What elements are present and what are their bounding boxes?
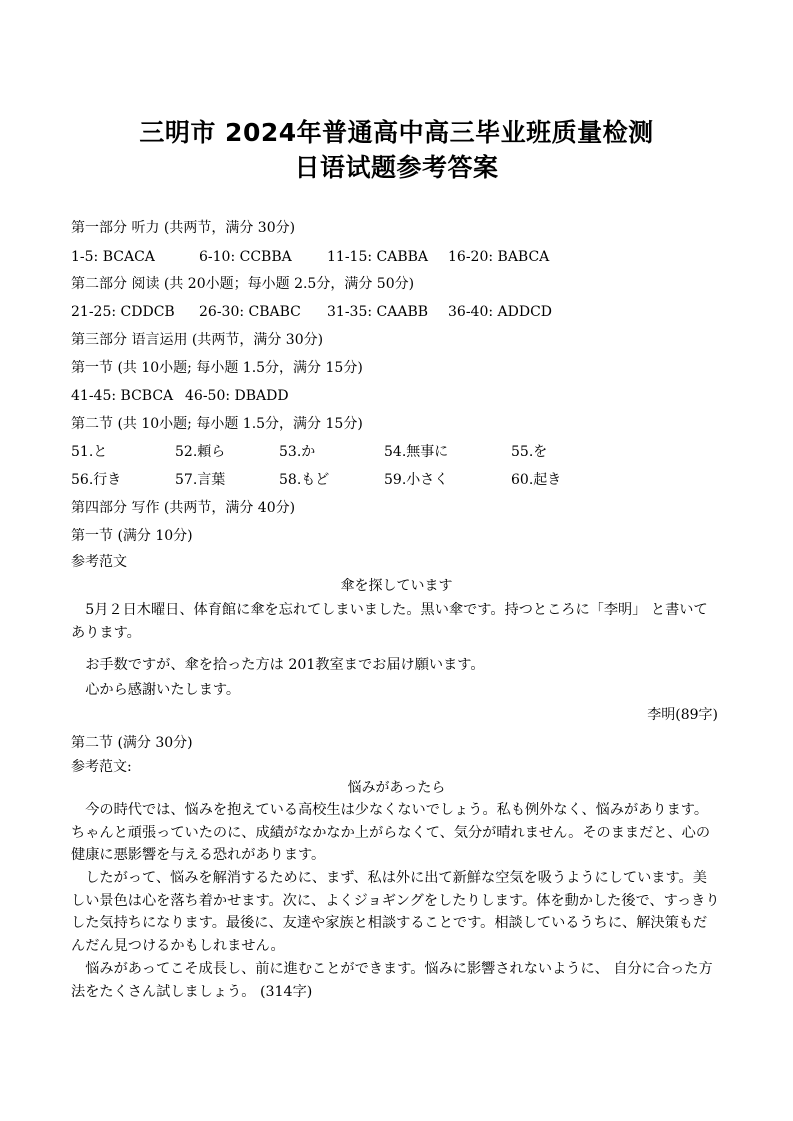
essay1-paragraph: 5月２日木曜日、体育館に傘を忘れてしまいました。黒い傘です。持つところに「李明」 と書いてあります。 (71, 602, 708, 641)
fill-answer: 56.行き (71, 472, 122, 488)
essay1-paragraph: お手数ですが、傘を拾った方は 201教室までお届け願います。 (71, 657, 485, 673)
answer-group: 16-20: BABCA (448, 249, 550, 265)
part3-sec2-heading: 第二节 (共 10小题; 每小题 1.5分，满分 15分) (71, 416, 363, 432)
part3-sec1-heading: 第一节 (共 10小题; 每小题 1.5分，满分 15分) (71, 360, 363, 376)
part4-sec1-label: 参考范文 (71, 554, 127, 570)
fill-answer: 60.起き (511, 472, 562, 488)
answer-group: 31-35: CAABB (327, 304, 429, 320)
fill-answer: 54.無事に (384, 444, 449, 460)
part1-heading: 第一部分 听力 (共两节，满分 30分) (71, 220, 296, 236)
answer-group: 1-5: BCACA (71, 249, 155, 265)
page-subtitle: 日语试题参考答案 (294, 153, 499, 182)
answer-group: 41-45: BCBCA (71, 388, 174, 404)
answer-group: 36-40: ADDCD (448, 304, 553, 320)
answer-group: 26-30: CBABC (199, 304, 301, 320)
answer-group: 6-10: CCBBA (199, 249, 292, 265)
essay1-title: 傘を探しています (340, 578, 453, 594)
part3-heading: 第三部分 语言运用 (共两节，满分 30分) (71, 332, 324, 348)
fill-answer: 53.か (279, 444, 316, 460)
answer-group: 46-50: DBADD (185, 388, 289, 404)
essay1-signature: 李明(89字) (647, 707, 718, 723)
part4-sec2-label: 参考范文: (71, 759, 132, 775)
fill-answer: 58.もど (279, 472, 330, 488)
part4-sec2-heading: 第二节 (满分 30分) (71, 735, 193, 751)
fill-answer: 57.言葉 (175, 472, 226, 488)
fill-answer: 52.頼ら (175, 444, 226, 460)
fill-answer: 59.小さく (384, 472, 449, 488)
essay2-title: 悩みがあったら (347, 780, 446, 796)
page-title: 三明市 2024年普通高中高三毕业班质量检测 (139, 118, 654, 147)
fill-answer: 55.を (511, 444, 548, 460)
essay1-paragraph: 心から感謝いたします。 (71, 682, 241, 698)
part4-sec1-heading: 第一节 (满分 10分) (71, 528, 193, 544)
answer-group: 21-25: CDDCB (71, 304, 175, 320)
essay2-paragraph: 今の時代では、悩みを抱えている高校生は少なくないでしょう。私も例外なく、悩みがあります。 ちゃんと頑張っていたのに、成績がなかなか上がらなくて、気分が晴れません。そのままだと、心の健康に悪影響を与える恐れがあります。 (71, 802, 711, 863)
part2-heading: 第二部分 阅读 (共 20小题；每小题 2.5分，满分 50分) (71, 276, 415, 292)
essay2-paragraph: 悩みがあってこそ成長し、前に進むことができます。悩みに影響されないように、 自分に合った方法をたくさん試しましょう。 (314字) (71, 961, 713, 1000)
essay2-paragraph: したがって、悩みを解消するために、まず、私は外に出て新鮮な空気を吸うようにしています。美しい景色は心を落ち着かせます。次に、よくジョギングをしたりします。体を動かした後で、すっきりした気持ちになります。最後に、友達や家族と相談することです。相談しているうちに、解決策もだんだん見つけるかもしれません。 (71, 870, 720, 954)
answer-group: 11-15: CABBA (327, 249, 429, 265)
part4-heading: 第四部分 写作 (共两节，满分 40分) (71, 500, 296, 516)
fill-answer: 51.と (71, 444, 108, 460)
